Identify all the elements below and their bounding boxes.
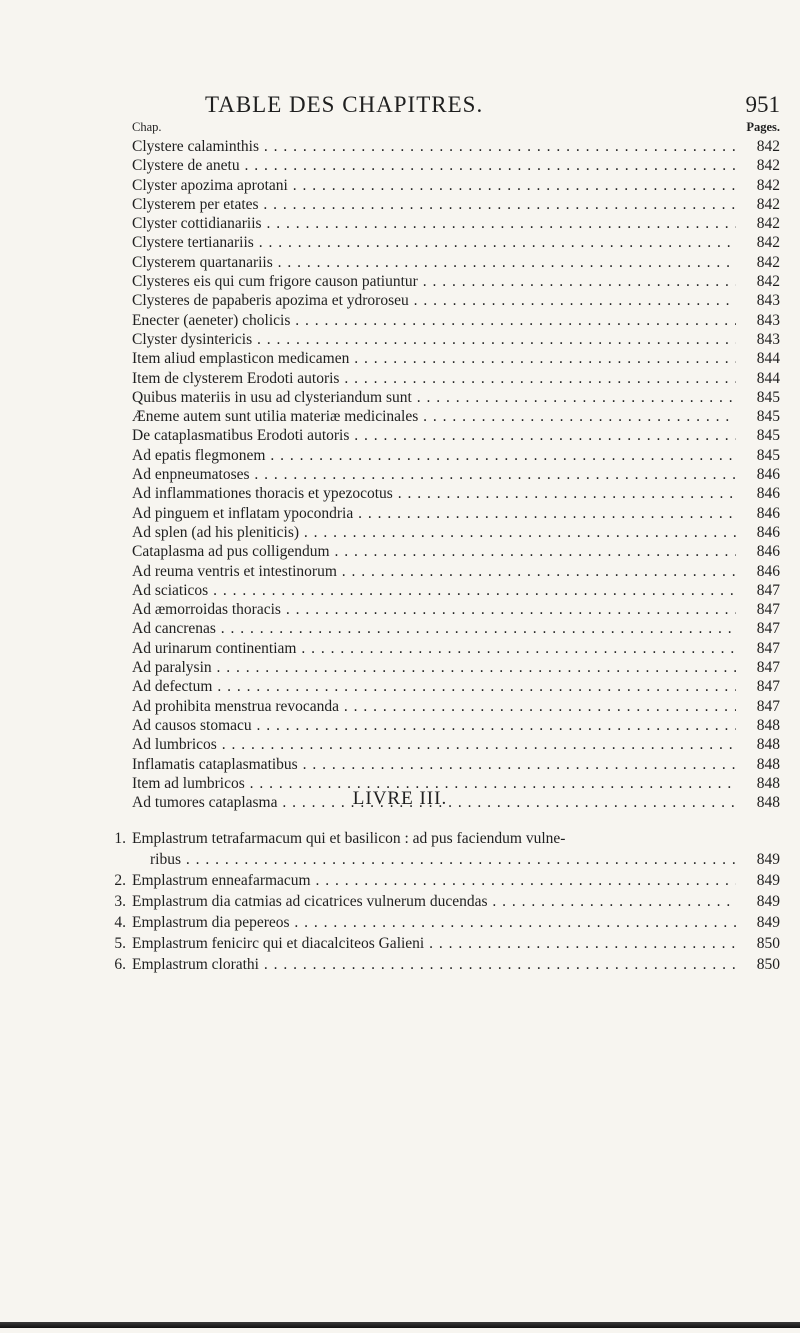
entry-page: 842: [756, 157, 780, 175]
entry-page: 842: [756, 176, 780, 194]
entry-page: 849: [756, 914, 780, 931]
entry-number: 3.: [114, 893, 126, 910]
entry-page: 844: [756, 350, 780, 368]
pages-label: Pages.: [746, 120, 780, 134]
entry-page: 848: [756, 716, 780, 734]
entry-title: Clystere tertianariis . . .: [132, 233, 736, 252]
entry-title: Ad causos stomacu . . .: [132, 716, 736, 735]
entry-page: 842: [756, 215, 780, 233]
column-labels: [132, 120, 780, 138]
entry-page: 848: [756, 794, 780, 812]
entry-page: 848: [756, 774, 780, 792]
toc-entry: [132, 735, 780, 754]
entry-title: Ad splen (ad his pleniticis) . . .: [132, 523, 736, 542]
entry-page: 850: [756, 935, 780, 952]
toc-entry: [132, 523, 780, 542]
entry-title: Inflamatis cataplasmatibus . . .: [132, 755, 736, 774]
entry-title: Enecter (aeneter) cholicis . . .: [132, 311, 736, 330]
entry-title: Clyster apozima aprotani . . .: [132, 176, 736, 195]
toc-entry: [132, 542, 780, 561]
entry-title: Ad urinarum continentiam . . .: [132, 639, 736, 658]
entry-page: 847: [756, 697, 780, 715]
entry-title: Ad æmorroidas thoracis . . .: [132, 600, 736, 619]
entry-page: 842: [756, 234, 780, 252]
section-heading: LIVRE III.: [352, 788, 448, 809]
entry-title: Emplastrum clorathi . . .: [132, 954, 736, 975]
entry-page: 847: [756, 639, 780, 657]
entry-title: Clysterem quartanariis . . .: [132, 253, 736, 272]
toc-entry: [132, 214, 780, 233]
toc-entry: [132, 349, 780, 368]
toc-entry: [132, 658, 780, 677]
entry-title: Clysteres de papaberis apozima et ydroroseu . . .: [132, 291, 736, 310]
entry-title: Ad cancrenas . . .: [132, 619, 736, 638]
entry-title: Emplastrum fenicirc qui et diacalciteos Galieni . . .: [132, 933, 736, 954]
chap-label: Chap.: [132, 120, 162, 134]
entry-title: Ad sciaticos . . .: [132, 581, 736, 600]
entry-title: Clystere calaminthis . . .: [132, 137, 736, 156]
entry-title: Clyster dysintericis . . .: [132, 330, 736, 349]
entry-title: Ad reuma ventris et intestinorum . . .: [132, 562, 736, 581]
toc-entry: [132, 504, 780, 523]
entry-title: Ad lumbricos . . .: [132, 735, 736, 754]
toc-entry: [132, 156, 780, 175]
toc-entry: [132, 233, 780, 252]
toc-entry: [132, 639, 780, 658]
entry-title: Item aliud emplasticon medicamen . . .: [132, 349, 736, 368]
toc-entry: [132, 619, 780, 638]
entry-page: 842: [756, 273, 780, 291]
entry-page: 842: [756, 138, 780, 155]
livre-entry: [100, 933, 780, 954]
entry-title: Quibus materiis in usu ad clysteriandum sunt . . .: [132, 388, 736, 407]
toc-list: [132, 137, 780, 812]
entry-page: 849: [756, 851, 780, 868]
entry-title: Ad prohibita menstrua revocanda . . .: [132, 697, 736, 716]
toc-entry: [132, 311, 780, 330]
toc-entry: [132, 465, 780, 484]
entry-title: Emplastrum dia catmias ad cicatrices vulnerum ducendas . . .: [132, 891, 736, 912]
entry-page: 845: [756, 408, 780, 426]
livre-entry: [100, 870, 780, 891]
entry-number: 4.: [114, 914, 126, 931]
entry-page: 843: [756, 311, 780, 329]
entry-title: Ad enpneumatoses . . .: [132, 465, 736, 484]
toc-entry: [132, 407, 780, 426]
entry-page: 847: [756, 678, 780, 696]
entry-page: 847: [756, 659, 780, 677]
toc-entry: [132, 562, 780, 581]
entry-page: 842: [756, 195, 780, 213]
toc-entry: [132, 388, 780, 407]
entry-title: Clyster cottidianariis . . .: [132, 214, 736, 233]
entry-title: De cataplasmatibus Erodoti autoris . . .: [132, 426, 736, 445]
livre-entry: [100, 912, 780, 933]
toc-entry: [132, 253, 780, 272]
entry-title: Clysteres eis qui cum frigore causon patiuntur . . .: [132, 272, 736, 291]
entry-page: 846: [756, 485, 780, 503]
entry-title: Item de clysterem Erodoti autoris . . .: [132, 369, 736, 388]
livre-entry: [100, 828, 780, 849]
entry-page: 846: [756, 466, 780, 484]
entry-page: 844: [756, 369, 780, 387]
livre-list: [100, 828, 780, 975]
entry-title: Ad tumores cataplasma . . .: [132, 793, 736, 812]
toc-entry: [132, 600, 780, 619]
entry-page: 847: [756, 620, 780, 638]
page-edge-shadow: [0, 1322, 800, 1328]
entry-page: 850: [756, 956, 780, 973]
entry-title: Ad epatis flegmonem . . .: [132, 446, 736, 465]
toc-entry: [132, 677, 780, 696]
toc-entry: [132, 330, 780, 349]
entry-page: 843: [756, 330, 780, 348]
entry-page: 849: [756, 893, 780, 910]
toc-entry: [132, 369, 780, 388]
entry-number: 6.: [114, 956, 126, 973]
entry-title: Clysterem per etates . . .: [132, 195, 736, 214]
entry-title: Cataplasma ad pus colligendum . . .: [132, 542, 736, 561]
entry-title: Clystere de anetu . . .: [132, 156, 736, 175]
entry-page: 843: [756, 292, 780, 310]
entry-title: Ad inflammationes thoracis et ypezocotus . . .: [132, 484, 736, 503]
toc-entry: [132, 137, 780, 156]
entry-number: 1.: [114, 830, 126, 847]
toc-entry: [132, 484, 780, 503]
toc-entry: [132, 176, 780, 195]
entry-page: 846: [756, 562, 780, 580]
toc-entry: [132, 446, 780, 465]
toc-entry: [132, 272, 780, 291]
toc-entry: [132, 195, 780, 214]
entry-title: Item ad lumbricos . . .: [132, 774, 736, 793]
entry-title: Æneme autem sunt utilia materiæ medicinales . . .: [132, 407, 736, 426]
running-title: TABLE DES CHAPITRES.: [205, 92, 484, 117]
entry-title: Ad pinguem et inflatam ypocondria . . .: [132, 504, 736, 523]
entry-page: 846: [756, 523, 780, 541]
entry-page: 847: [756, 601, 780, 619]
entry-title-continuation: ribus . . .: [150, 849, 736, 870]
entry-page: 845: [756, 446, 780, 464]
livre-entry-continuation: [100, 849, 780, 870]
entry-page: 845: [756, 427, 780, 445]
entry-title: Ad paralysin . . .: [132, 658, 736, 677]
toc-entry: [132, 291, 780, 310]
entry-title: Ad defectum . . .: [132, 677, 736, 696]
livre-entry: [100, 891, 780, 912]
toc-entry: [132, 755, 780, 774]
toc-entry: [132, 716, 780, 735]
entry-title: Emplastrum dia pepereos . . .: [132, 912, 736, 933]
entry-page: 846: [756, 543, 780, 561]
entry-title: Emplastrum enneafarmacum . . .: [132, 870, 736, 891]
entry-title: Emplastrum tetrafarmacum qui et basilicon : ad pus faciendum vulne-: [132, 830, 566, 847]
toc-entry: [132, 697, 780, 716]
entry-page: 848: [756, 736, 780, 754]
entry-number: 2.: [114, 872, 126, 889]
entry-page: 842: [756, 253, 780, 271]
entry-number: 5.: [114, 935, 126, 952]
toc-entry: [132, 581, 780, 600]
livre-entry: [100, 954, 780, 975]
page-folio: 951: [745, 92, 780, 117]
entry-page: 846: [756, 504, 780, 522]
entry-page: 847: [756, 581, 780, 599]
entry-page: 845: [756, 388, 780, 406]
toc-entry: [132, 426, 780, 445]
entry-page: 848: [756, 755, 780, 773]
entry-page: 849: [756, 872, 780, 889]
